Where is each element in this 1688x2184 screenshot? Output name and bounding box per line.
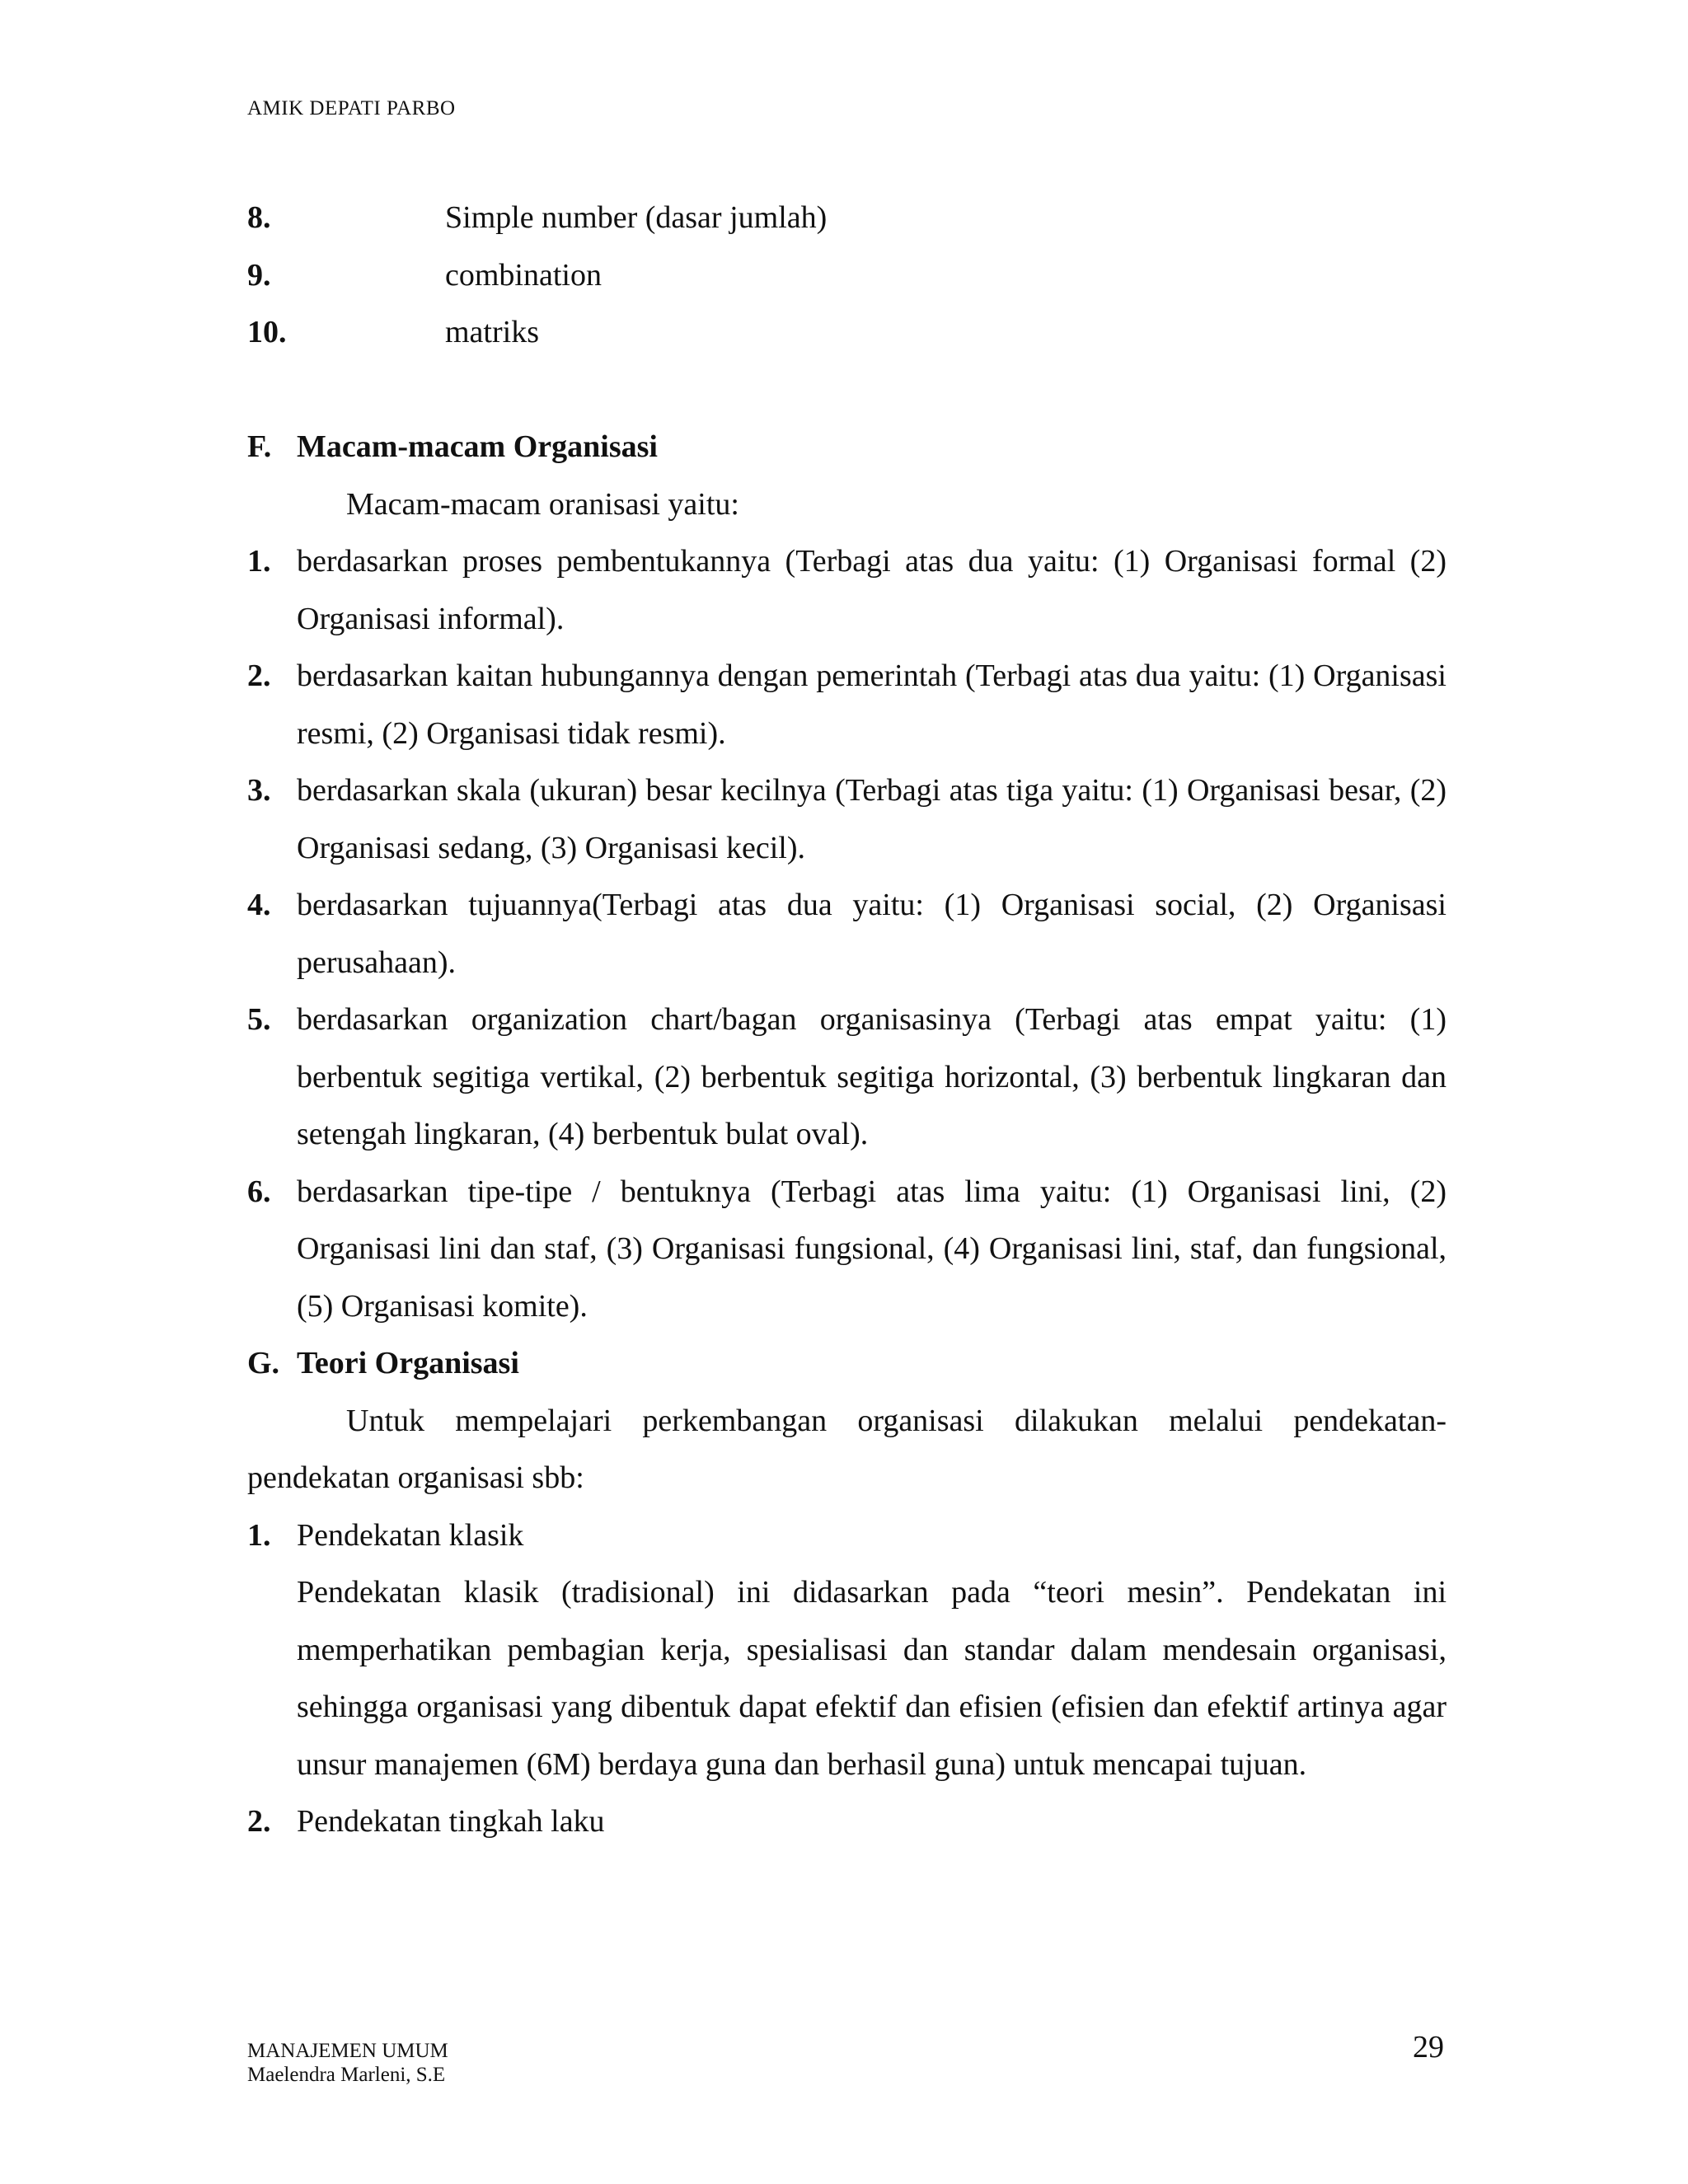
section-letter: G. bbox=[247, 1346, 280, 1380]
item-text: berdasarkan proses pembentukannya (Terbagi atas dua yaitu: (1) Organisasi formal (2) Organisasi informal). bbox=[297, 544, 1447, 636]
item-number: 5. bbox=[247, 1002, 271, 1037]
section-intro: Macam-macam oranisasi yaitu: bbox=[346, 486, 739, 522]
section-title: Macam-macam Organisasi bbox=[297, 429, 658, 464]
item-text: matriks bbox=[445, 315, 539, 349]
footer-course: MANAJEMEN UMUM bbox=[247, 2040, 448, 2062]
list-item bbox=[247, 877, 1447, 991]
item-text: combination bbox=[445, 257, 602, 293]
item-number: 8. bbox=[247, 200, 271, 235]
list-item bbox=[247, 190, 1447, 247]
item-number: 1. bbox=[247, 1517, 271, 1553]
page-number: 29 bbox=[1413, 2030, 1444, 2064]
item-title: Pendekatan klasik bbox=[297, 1517, 524, 1553]
page-content bbox=[247, 190, 1447, 1851]
list-item bbox=[247, 648, 1447, 762]
item-text: berdasarkan tipe-tipe / bentuknya (Terbagi atas lima yaitu: (1) Organisasi lini, (2) Organisasi lini dan staf, (3) Organisasi fungsional, (4) Organisasi lini, staf, dan fungsional, (5) Organisasi komite). bbox=[297, 1174, 1447, 1324]
item-number: 3. bbox=[247, 773, 271, 808]
item-number: 1. bbox=[247, 544, 271, 579]
item-number: 4. bbox=[247, 888, 271, 922]
item-number: 9. bbox=[247, 257, 271, 293]
item-text: berdasarkan skala (ukuran) besar kecilnya (Terbagi atas tiga yaitu: (1) Organisasi besar, (2) Organisasi sedang, (3) Organisasi kecil). bbox=[297, 773, 1447, 865]
list-item bbox=[247, 1793, 1447, 1851]
list-item bbox=[247, 533, 1447, 648]
item-number: 2. bbox=[247, 1804, 271, 1839]
item-number: 6. bbox=[247, 1174, 271, 1209]
list-item bbox=[247, 762, 1447, 877]
footer-author: Maelendra Marleni, S.E bbox=[247, 2064, 446, 2086]
item-number: 2. bbox=[247, 658, 271, 693]
item-text: berdasarkan kaitan hubungannya dengan pemerintah (Terbagi atas dua yaitu: (1) Organisasi resmi, (2) Organisasi tidak resmi). bbox=[297, 658, 1447, 751]
page-footer bbox=[247, 2039, 448, 2087]
item-text: Simple number (dasar jumlah) bbox=[445, 200, 828, 235]
page-header: AMIK DEPATI PARBO bbox=[247, 97, 456, 120]
list-item bbox=[247, 991, 1447, 1164]
section-intro: Untuk mempelajari perkembangan organisasi dilakukan melalui pendekatan-pendekatan organisasi sbb: bbox=[247, 1403, 1447, 1495]
item-number: 10. bbox=[247, 315, 287, 349]
list-item bbox=[247, 1507, 1447, 1565]
list-item bbox=[247, 247, 1447, 305]
spacer bbox=[247, 362, 1447, 419]
item-text: berdasarkan tujuannya(Terbagi atas dua yaitu: (1) Organisasi social, (2) Organisasi perusahaan). bbox=[297, 888, 1447, 980]
section-letter: F. bbox=[247, 429, 272, 464]
item-body: Pendekatan klasik (tradisional) ini didasarkan pada “teori mesin”. Pendekatan ini memperhatikan pembagian kerja, spesialisasi dan standar dalam mendesain organisasi, sehingga organisasi yang dibentuk dapat efektif dan efisien (efisien dan efektif artinya agar unsur manajemen (6M) berdaya guna dan berhasil guna) untuk mencapai tujuan. bbox=[297, 1575, 1447, 1782]
section-heading-f bbox=[247, 419, 1447, 476]
list-item bbox=[247, 304, 1447, 362]
section-heading-g bbox=[247, 1335, 1447, 1393]
item-title: Pendekatan tingkah laku bbox=[297, 1804, 605, 1839]
item-text: berdasarkan organization chart/bagan organisasinya (Terbagi atas empat yaitu: (1) berbentuk segitiga vertikal, (2) berbentuk segitiga horizontal, (3) berbentuk lingkaran dan setengah lingkaran, (4) berbentuk bulat oval). bbox=[297, 1002, 1447, 1151]
section-title: Teori Organisasi bbox=[297, 1346, 519, 1380]
list-item bbox=[247, 1164, 1447, 1336]
